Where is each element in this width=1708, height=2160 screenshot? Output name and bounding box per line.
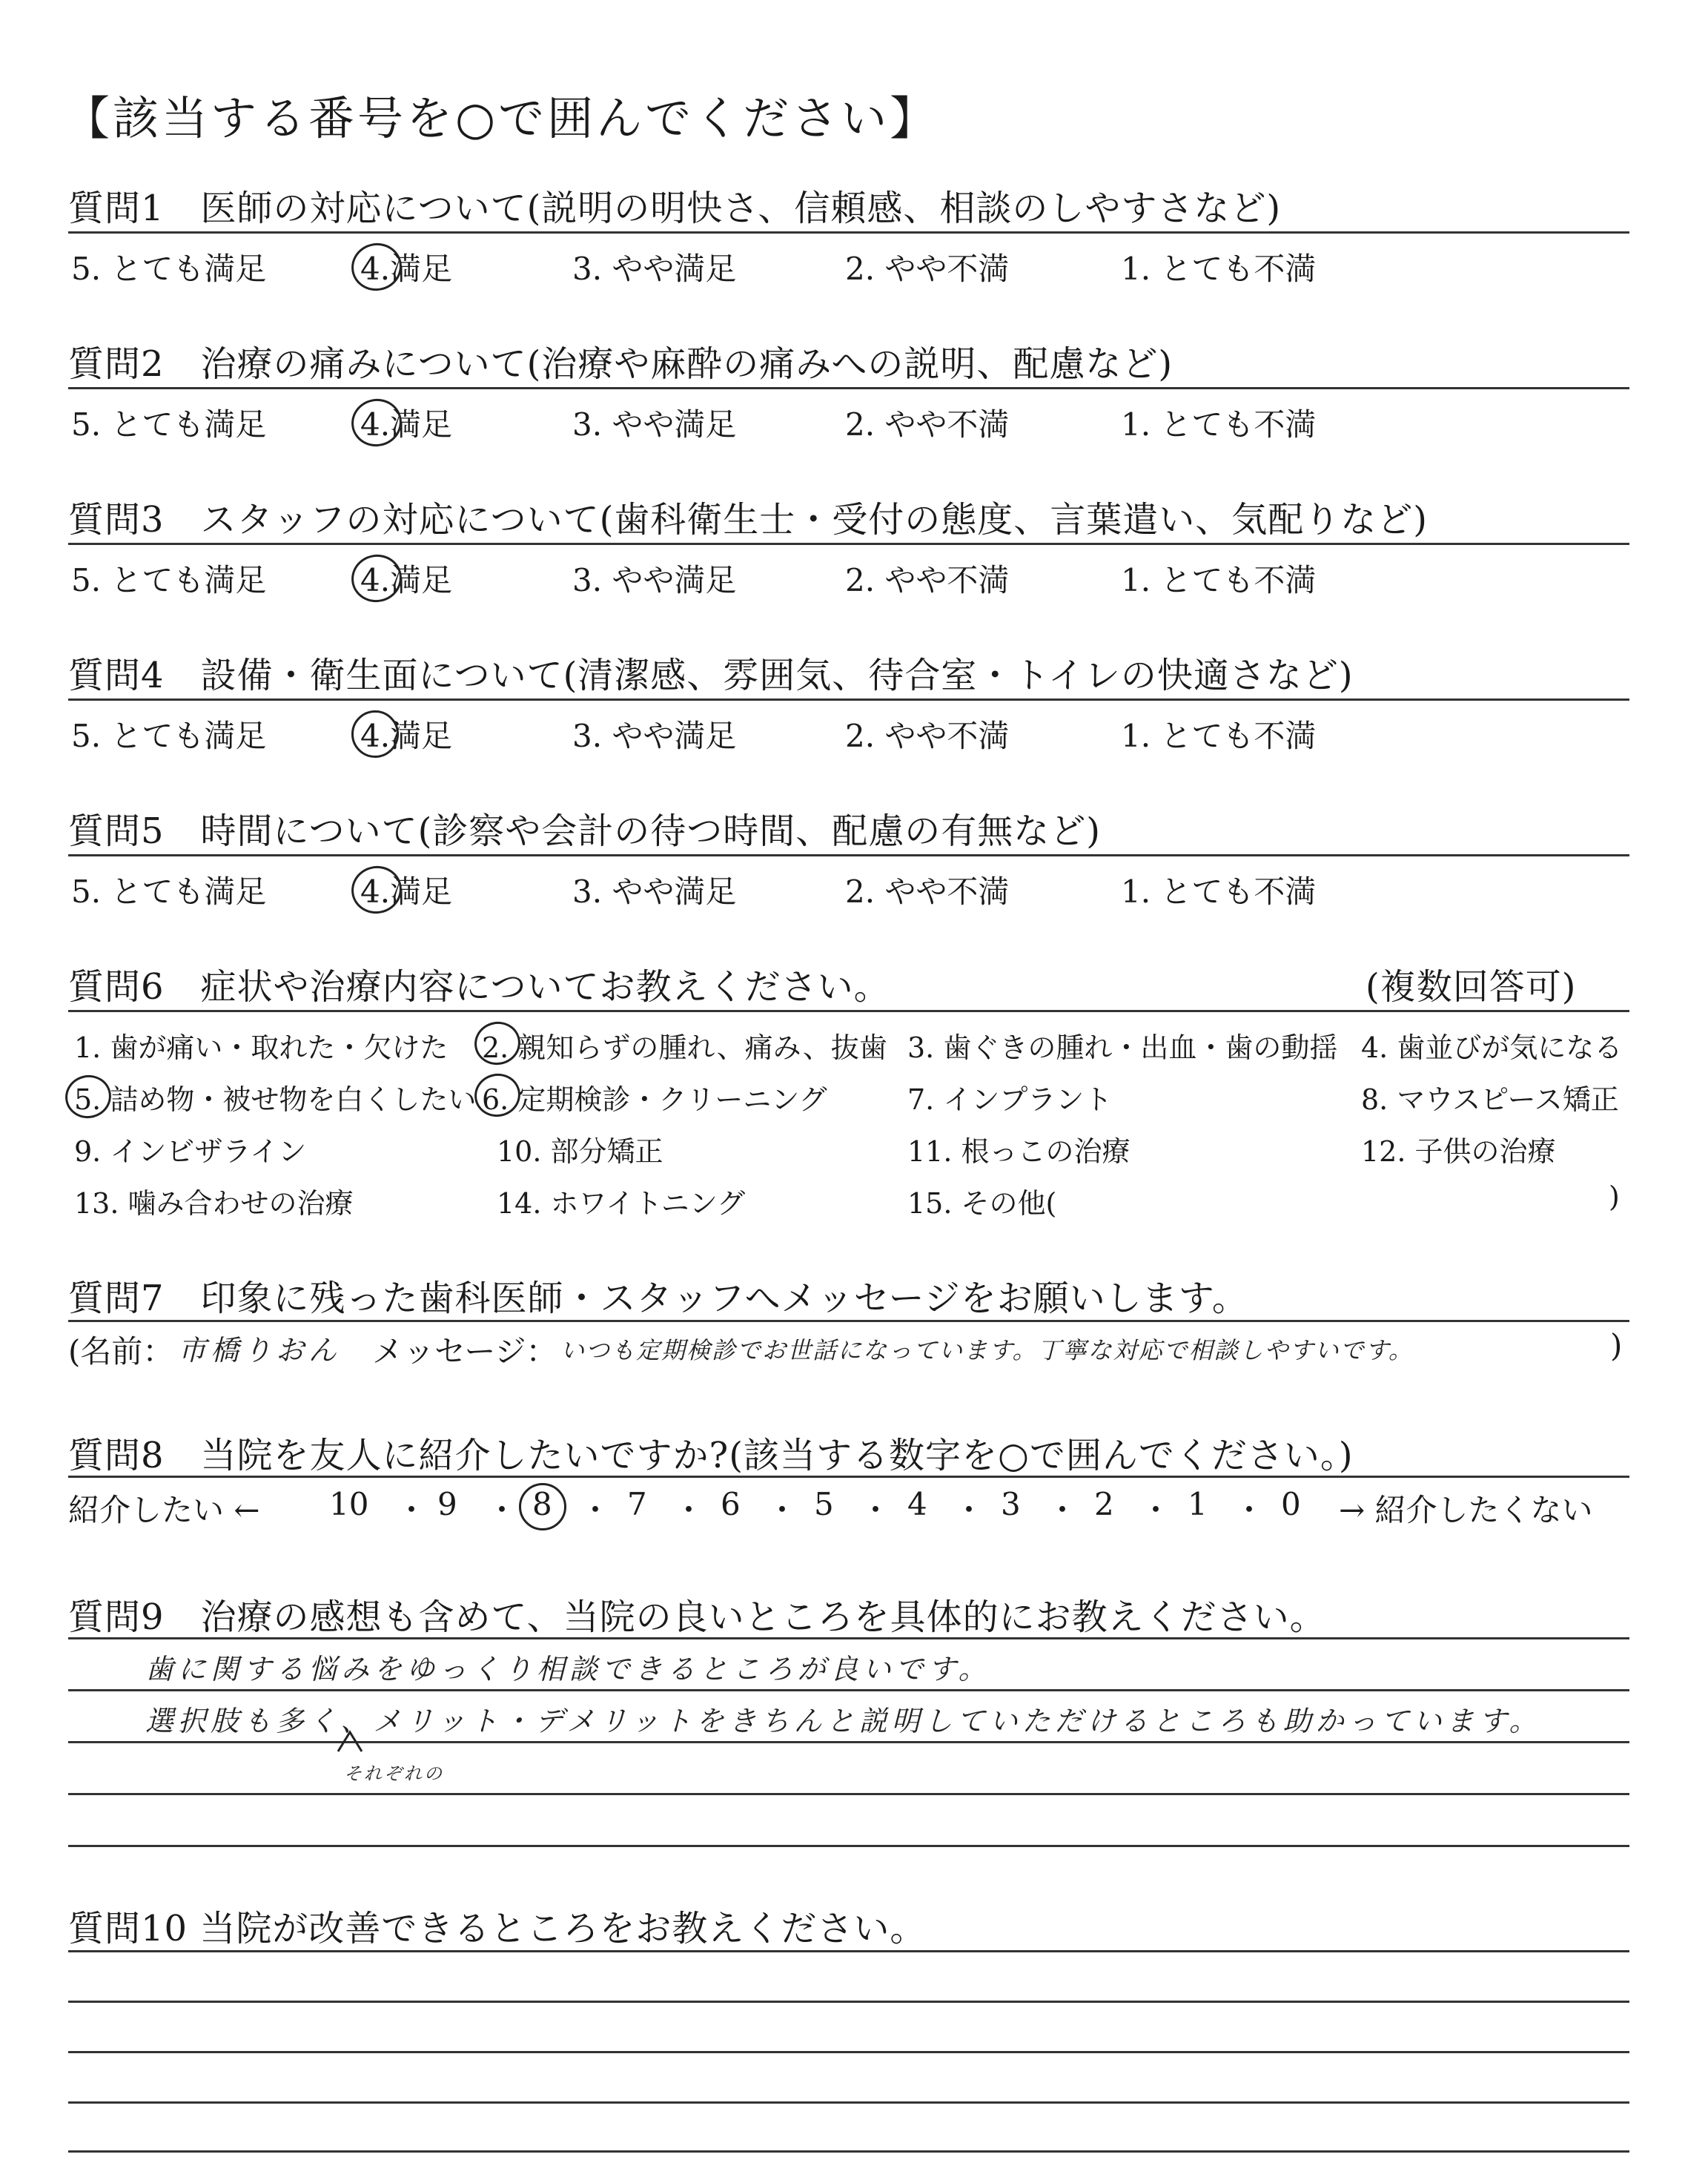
q4-option-2[interactable]: 2. やや不満 — [845, 718, 1010, 754]
q6-item-15[interactable]: 15. その他( — [907, 1187, 1057, 1220]
q9-answer-line-2[interactable]: 選択肢も多く、メリット・デメリットをきちんと説明していただけるところも助かっています。 — [145, 1705, 1542, 1737]
q2-option-4[interactable]: 4.満足 — [360, 406, 453, 443]
instruction-header: 【該当する番号を○で囲んでください】 — [64, 91, 939, 145]
question-9-rule-3 — [68, 1741, 1629, 1743]
q6-item-12[interactable]: 12. 子供の治療 — [1361, 1135, 1556, 1168]
q8-dot: ・ — [396, 1492, 428, 1528]
q8-scale-5[interactable]: 5 — [814, 1486, 834, 1522]
q6-item-13[interactable]: 13. 噛み合わせの治療 — [74, 1187, 354, 1220]
q6-item-9[interactable]: 9. インビザライン — [74, 1135, 307, 1168]
q8-scale-0[interactable]: 0 — [1281, 1486, 1301, 1522]
q6-item-8[interactable]: 8. マウスピース矯正 — [1361, 1083, 1619, 1116]
question-9-rule-5 — [68, 1845, 1629, 1847]
q3-option-2[interactable]: 2. やや不満 — [845, 562, 1010, 598]
q3-option-5[interactable]: 5. とても満足 — [71, 562, 267, 598]
q8-scale-10[interactable]: 10 — [329, 1486, 369, 1522]
q8-scale-4[interactable]: 4 — [907, 1486, 927, 1522]
question-9-rule-2 — [68, 1689, 1629, 1691]
q8-scale-1[interactable]: 1 — [1188, 1486, 1208, 1522]
q9-insert-note: それぞれの — [344, 1763, 444, 1784]
q7-name-label: (名前： — [68, 1333, 174, 1370]
q8-scale-9[interactable]: 9 — [437, 1486, 457, 1522]
q1-option-5[interactable]: 5. とても満足 — [71, 251, 267, 287]
question-10-rule-3 — [68, 2051, 1629, 2053]
q8-dot: ・ — [1140, 1492, 1172, 1528]
question-5-rule — [68, 854, 1629, 856]
q4-option-1[interactable]: 1. とても不満 — [1121, 718, 1317, 754]
q6-item-11[interactable]: 11. 根っこの治療 — [907, 1135, 1131, 1168]
q1-option-3[interactable]: 3. やや満足 — [572, 251, 737, 287]
question-9-rule-1 — [68, 1637, 1629, 1639]
q2-option-5[interactable]: 5. とても満足 — [71, 406, 267, 443]
q2-option-1[interactable]: 1. とても不満 — [1121, 406, 1317, 443]
question-6-note: (複数回答可) — [1366, 966, 1577, 1008]
q8-dot: ・ — [580, 1492, 612, 1528]
question-1-title: 質問1 医師の対応について(説明の明快さ、信頼感、相談のしやすさなど) — [68, 188, 1282, 229]
question-5-title: 質問5 時間について(診察や会計の待つ時間、配慮の有無など) — [68, 810, 1102, 852]
question-10-rule-5 — [68, 2150, 1629, 2153]
question-1-rule — [68, 231, 1629, 234]
q6-item-2[interactable]: 2. 親知らずの腫れ、痛み、抜歯 — [482, 1031, 887, 1064]
q5-option-1[interactable]: 1. とても不満 — [1121, 873, 1317, 910]
q7-message-label: メッセージ： — [372, 1333, 557, 1370]
q6-item-1[interactable]: 1. 歯が痛い・取れた・欠けた — [74, 1031, 448, 1064]
question-4-rule — [68, 698, 1629, 701]
q9-insert-caret-icon — [335, 1728, 365, 1754]
question-3-rule — [68, 543, 1629, 545]
question-4-title: 質問4 設備・衛生面について(清潔感、雰囲気、待合室・トイレの快適さなど) — [68, 655, 1354, 696]
q7-name-handwritten[interactable]: 市橋りおん — [178, 1334, 342, 1367]
q8-scale-6[interactable]: 6 — [721, 1486, 741, 1522]
q8-dot: ・ — [767, 1492, 798, 1528]
q2-option-3[interactable]: 3. やや満足 — [572, 406, 737, 443]
q8-dot: ・ — [860, 1492, 892, 1528]
q1-option-4[interactable]: 4.満足 — [360, 251, 453, 287]
question-6-rule — [68, 1010, 1629, 1012]
question-7-title: 質問7 印象に残った歯科医師・スタッフへメッセージをお願いします。 — [68, 1278, 1248, 1319]
q4-answer-circle — [351, 710, 399, 758]
question-9-title: 質問9 治療の感想も含めて、当院の良いところを具体的にお教えください。 — [68, 1596, 1326, 1638]
q6-item-7[interactable]: 7. インプラント — [907, 1083, 1113, 1116]
question-2-title: 質問2 治療の痛みについて(治療や麻酔の痛みへの説明、配慮など) — [68, 343, 1174, 385]
question-10-rule-2 — [68, 2001, 1629, 2003]
question-3-title: 質問3 スタッフの対応について(歯科衛生士・受付の態度、言葉遣い、気配りなど) — [68, 499, 1429, 541]
q3-option-3[interactable]: 3. やや満足 — [572, 562, 737, 598]
q4-option-4[interactable]: 4.満足 — [360, 718, 453, 754]
q8-dot: ・ — [1047, 1492, 1079, 1528]
q1-option-1[interactable]: 1. とても不満 — [1121, 251, 1317, 287]
q5-option-4[interactable]: 4.満足 — [360, 873, 453, 910]
q1-option-2[interactable]: 2. やや不満 — [845, 251, 1010, 287]
q6-item-15-close: ) — [1609, 1180, 1620, 1213]
question-7-rule — [68, 1320, 1629, 1322]
q8-scale-7[interactable]: 7 — [627, 1486, 647, 1522]
q6-item-5[interactable]: 5. 詰め物・被せ物を白くしたい — [74, 1083, 477, 1116]
question-9-rule-4 — [68, 1793, 1629, 1795]
q8-scale-3[interactable]: 3 — [1001, 1486, 1021, 1522]
question-8-title: 質問8 当院を友人に紹介したいですか?(該当する数字を○で囲んでください。) — [68, 1435, 1354, 1476]
question-10-rule-1 — [68, 1950, 1629, 1952]
question-10-rule-4 — [68, 2101, 1629, 2104]
q3-option-4[interactable]: 4.満足 — [360, 562, 453, 598]
q6-item-6[interactable]: 6. 定期検診・クリーニング — [482, 1083, 827, 1116]
q8-scale-2[interactable]: 2 — [1094, 1486, 1114, 1522]
q5-option-2[interactable]: 2. やや不満 — [845, 873, 1010, 910]
question-2-rule — [68, 387, 1629, 389]
question-8-rule — [68, 1476, 1629, 1478]
q8-dot: ・ — [673, 1492, 705, 1528]
q8-dot: ・ — [953, 1492, 985, 1528]
q6-item-14[interactable]: 14. ホワイトニング — [497, 1187, 746, 1220]
q4-option-5[interactable]: 5. とても満足 — [71, 718, 267, 754]
q7-message-handwritten[interactable]: いつも定期検診でお世話になっています。丁寧な対応で相談しやすいです。 — [560, 1336, 1414, 1364]
q6-item-3[interactable]: 3. 歯ぐきの腫れ・出血・歯の動揺 — [907, 1031, 1338, 1064]
q7-close-paren: ) — [1610, 1327, 1623, 1364]
q6-item-4[interactable]: 4. 歯並びが気になる — [1361, 1031, 1623, 1064]
q2-option-2[interactable]: 2. やや不満 — [845, 406, 1010, 443]
q8-dot: ・ — [486, 1492, 518, 1528]
q5-option-3[interactable]: 3. やや満足 — [572, 873, 737, 910]
q5-option-5[interactable]: 5. とても満足 — [71, 873, 267, 910]
q3-option-1[interactable]: 1. とても不満 — [1121, 562, 1317, 598]
q6-item-10[interactable]: 10. 部分矯正 — [497, 1135, 663, 1168]
q8-answer-circle — [519, 1483, 566, 1530]
q8-left-label: 紹介したい ← — [68, 1492, 260, 1528]
q8-scale-8[interactable]: 8 — [532, 1486, 552, 1522]
q8-dot: ・ — [1234, 1492, 1265, 1528]
q4-option-3[interactable]: 3. やや満足 — [572, 718, 737, 754]
q8-right-label: → 紹介したくない — [1339, 1492, 1593, 1528]
question-10-title: 質問10 当院が改善できるところをお教えください。 — [68, 1908, 927, 1949]
question-6-title: 質問6 症状や治療内容についてお教えください。 — [68, 966, 890, 1008]
q9-answer-line-1[interactable]: 歯に関する悩みをゆっくり相談できるところが良いです。 — [145, 1653, 991, 1685]
